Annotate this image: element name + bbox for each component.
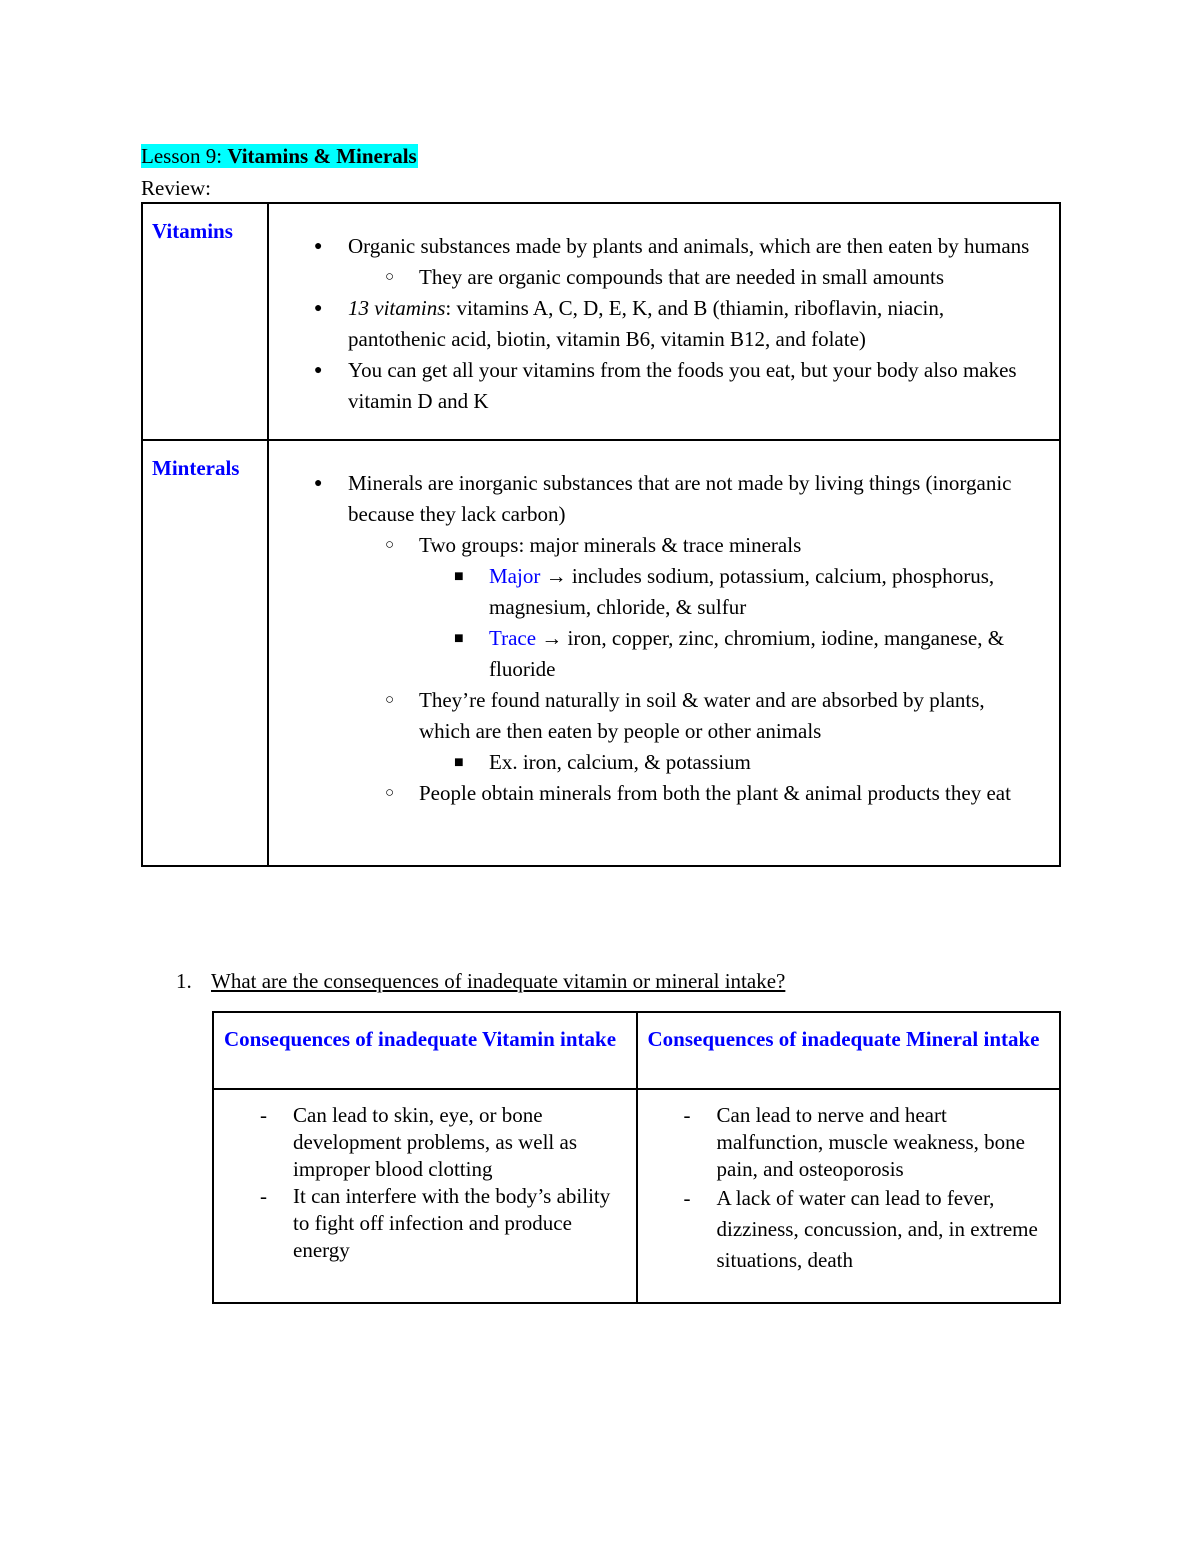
dash-bullet-icon: - (683, 1186, 691, 1210)
lesson-title (141, 141, 418, 171)
review-label: Review: (141, 176, 211, 200)
consequences-header-row (213, 1012, 1060, 1089)
bullet-square-icon: ■ (454, 630, 464, 647)
bullet-filled-circle-icon: ● (314, 476, 323, 491)
dash-bullet-icon: - (260, 1103, 267, 1127)
lesson-title-text: Vitamins & Minerals (227, 144, 417, 168)
list-item-text: Ex. iron, calcium, & potassium (489, 750, 751, 774)
list-item-text: It can interfere with the body’s ability to fight off infection and produce energy (293, 1184, 611, 1262)
major-label: Major (489, 564, 541, 588)
category-label: Minterals (152, 456, 240, 480)
list-item (269, 468, 1039, 530)
consequences-body-row (213, 1089, 1060, 1303)
bullet-hollow-circle-icon: ○ (385, 537, 395, 553)
italic-prefix: 13 vitamins (348, 296, 446, 320)
header-vitamin: Consequences of inadequate Vitamin intake (213, 1012, 637, 1089)
list-item-text: They’re found naturally in soil & water and are absorbed by plants, which are then eaten by people or other animals (419, 688, 985, 743)
bullet-hollow-circle-icon: ○ (385, 692, 395, 708)
category-cell (142, 203, 268, 440)
list-item (224, 1102, 626, 1183)
list-item (648, 1102, 1050, 1183)
list-item (269, 262, 1039, 293)
list-item (269, 685, 1039, 747)
list-item (269, 231, 1039, 262)
review-row-minerals (142, 440, 1060, 866)
list-item-text: : vitamins A, C, D, E, K, and B (thiamin, riboflavin, niacin, pantothenic acid, biotin, vitamin B6, vitamin B12, and folate) (348, 296, 945, 351)
minerals-list (269, 441, 1059, 865)
list-item (269, 561, 1039, 623)
bullet-hollow-circle-icon: ○ (385, 785, 395, 801)
content-cell (268, 440, 1060, 866)
list-item-text: Minerals are inorganic substances that are not made by living things (inorganic because they lack carbon) (348, 471, 1012, 526)
category-cell (142, 440, 268, 866)
question-number: 1. (176, 969, 192, 993)
list-item-text: People obtain minerals from both the plant & animal products they eat (419, 781, 1011, 805)
list-item (269, 623, 1039, 685)
list-item-text: Organic substances made by plants and animals, which are then eaten by humans (348, 234, 1030, 258)
list-item (224, 1183, 626, 1264)
list-item (269, 293, 1039, 355)
list-item-text: Can lead to skin, eye, or bone development problems, as well as improper blood clotting (293, 1103, 578, 1181)
vitamin-consequences-cell (213, 1089, 637, 1303)
bullet-hollow-circle-icon: ○ (385, 269, 395, 285)
consequences-table (212, 1011, 1061, 1304)
vitamins-list (269, 204, 1059, 439)
list-item (648, 1183, 1050, 1276)
list-item-text: A lack of water can lead to fever, dizziness, concussion, and, in extreme situations, death (716, 1186, 1038, 1272)
mineral-consequences-cell (637, 1089, 1061, 1303)
header-mineral: Consequences of inadequate Mineral intake (637, 1012, 1061, 1089)
bullet-square-icon: ■ (454, 568, 464, 585)
list-item-text: Can lead to nerve and heart malfunction, muscle weakness, bone pain, and osteoporosis (716, 1103, 1025, 1181)
list-item-text: They are organic compounds that are needed in small amounts (419, 265, 945, 289)
list-item-text: You can get all your vitamins from the foods you eat, but your body also makes vitamin D and K (348, 358, 1017, 413)
list-item-text: → iron, copper, zinc, chromium, iodine, manganese, & fluoride (489, 626, 1005, 681)
list-item (269, 355, 1039, 417)
question-1 (176, 966, 785, 996)
bullet-square-icon: ■ (454, 754, 464, 771)
content-cell (268, 203, 1060, 440)
list-item (269, 530, 1039, 561)
title-highlight (141, 144, 418, 168)
bullet-filled-circle-icon: ● (314, 239, 323, 254)
dash-bullet-icon: - (260, 1184, 267, 1208)
trace-label: Trace (489, 626, 537, 650)
category-label: Vitamins (152, 219, 233, 243)
dash-bullet-icon: - (683, 1103, 691, 1127)
list-item (269, 747, 1039, 778)
review-row-vitamins (142, 203, 1060, 440)
question-text: What are the consequences of inadequate vitamin or mineral intake? (211, 969, 786, 993)
list-item (269, 778, 1039, 809)
bullet-filled-circle-icon: ● (314, 363, 323, 378)
lesson-prefix: Lesson 9: (141, 144, 228, 168)
bullet-filled-circle-icon: ● (314, 301, 323, 316)
list-item-text: Two groups: major minerals & trace minerals (419, 533, 802, 557)
list-item-text: → includes sodium, potassium, calcium, phosphorus, magnesium, chloride, & sulfur (489, 564, 995, 619)
review-table (141, 202, 1061, 867)
